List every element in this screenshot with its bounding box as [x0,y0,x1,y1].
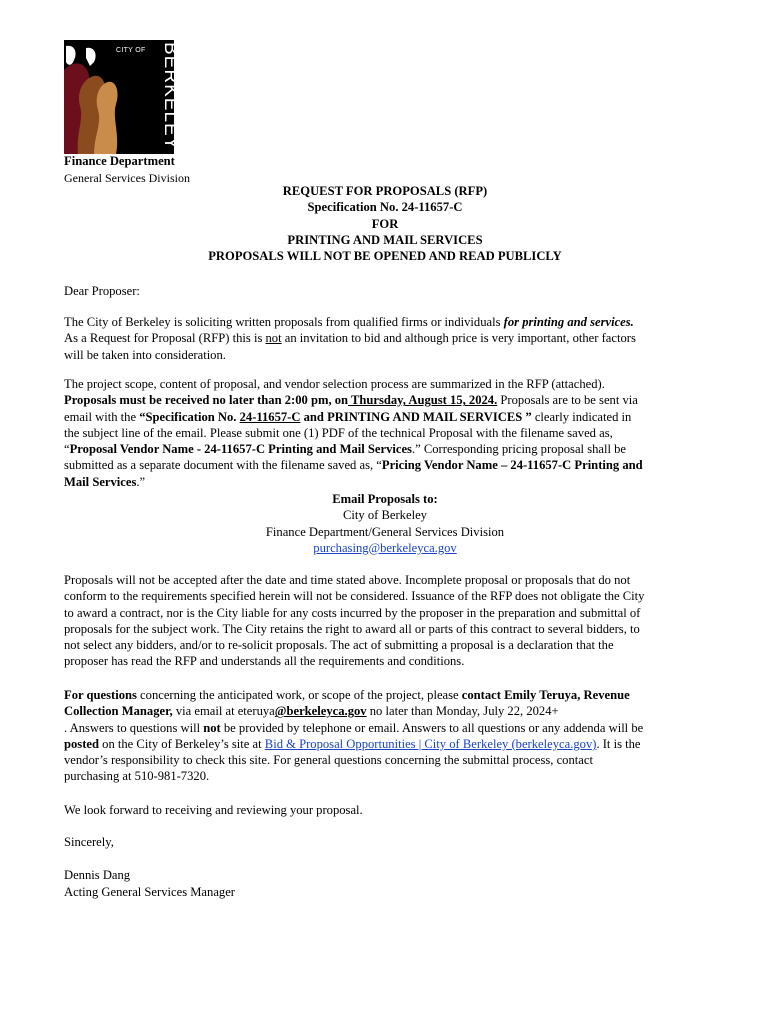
questions-text: . It is the [596,736,641,751]
intro-text: an invitation to bid and although price is very important, other factors [281,331,636,346]
conditions-paragraph [64,572,706,670]
email-recipient-city: City of Berkeley [343,508,427,523]
pricing-filename-end: Mail Services [64,474,137,489]
questions-text: purchasing at 510-981-7320. [64,769,210,784]
purchasing-email-link[interactable]: purchasing@berkeleyca.gov [313,540,457,555]
sincerely: Sincerely, [64,835,114,849]
scope-text: .” [136,474,146,489]
contact-title: Collection Manager, [64,704,173,719]
deadline-date: Thursday, August 15, 2024. [348,393,498,408]
city-of-berkeley-logo [64,40,181,154]
pricing-filename: Pricing Vendor Name – 24-11657-C Printing and [381,458,643,473]
intro-not: not [265,331,282,346]
scope-text: the subject line of the email. Please submit one (1) PDF of the technical Proposal with the filename saved as, [64,425,613,440]
questions-text: no later than Monday, July 22, 2024+ [366,704,559,719]
scope-text: “ [64,442,70,457]
questions-text: vendor’s responsibility to check this site. For general questions concerning the submittal process, contact [64,753,593,768]
title-line-5: PROPOSALS WILL NOT BE OPENED AND READ PUBLICLY [208,249,562,264]
email-recipient-division: Finance Department/General Services Division [265,524,505,539]
deadline-text: Proposals must be received no later than 2:00 pm, on [64,393,349,408]
questions-text: be provided by telephone or email. Answers to all questions or any addenda will be [220,720,644,735]
conditions-text: to award a contract, nor is the City liable for any costs incurred by the proposer in the preparation and submittal of [64,605,641,620]
intro-text: As a Request for Proposal (RFP) this is [64,331,266,346]
title-block [0,183,770,264]
bid-opportunities-link[interactable]: Bid & Proposal Opportunities | City of Berkeley (berkeleyca.gov) [264,736,597,751]
salutation: Dear Proposer: [64,284,140,298]
signer-title: Acting General Services Manager [64,885,235,899]
questions-text: . Answers to questions will [64,720,204,735]
scope-text: submitted as a separate document with the filename saved as, “ [64,458,382,473]
email-heading: Email Proposals to: [332,492,438,506]
signer-name: Dennis Dang [64,868,131,882]
title-line-2: Specification No. 24-11657-C [307,200,463,215]
posted-label: posted [64,736,99,751]
title-line-4: PRINTING AND MAIL SERVICES [287,232,483,247]
conditions-text: not select any bidders, and/or to re-solicit proposals. The act of submitting a proposal is a declaration that the [64,638,614,653]
intro-emphasis: for printing and services. [503,315,634,329]
logo-berkeley-label: BERKELEY [160,42,181,151]
logo-city-label: CITY OF [116,47,146,54]
contact-email[interactable]: @berkeleyca.gov [274,704,367,719]
scope-text: clearly indicated in [531,409,632,424]
questions-paragraph [64,687,706,785]
contact-name: contact Emily Teruya, Revenue [461,688,630,702]
scope-text: Proposals are to be sent via [497,393,638,408]
conditions-text: proposer has read the RFP and understands all the requirements and conditions. [64,654,465,669]
department-name: Finance Department [64,154,175,168]
title-line-1: REQUEST FOR PROPOSALS (RFP) [282,184,488,198]
title-line-3: FOR [371,216,399,231]
spec-number: 24-11657-C [239,409,301,424]
intro-text: will be taken into consideration. [64,347,226,362]
questions-text: concerning the anticipated work, or scope of the project, please [136,688,462,702]
questions-not: not [203,720,221,735]
questions-text: via email at eteruya [172,704,275,719]
scope-text: email with the [64,409,140,424]
intro-text: The City of Berkeley is soliciting written proposals from qualified firms or individuals [64,315,504,329]
intro-paragraph [64,314,706,363]
closing-line: We look forward to receiving and reviewing your proposal. [64,803,363,817]
scope-text: .” Corresponding pricing proposal shall be [411,442,627,457]
scope-paragraph [64,376,706,490]
questions-label: For questions [64,688,137,702]
email-proposals-block [0,491,770,556]
spec-label: “Specification No. [139,409,240,424]
division-name: General Services Division [64,171,190,185]
scope-text: The project scope, content of proposal, and vendor selection process are summarized in the RFP (attached). [64,377,605,391]
conditions-text: Proposals will not be accepted after the date and time stated above. Incomplete proposal or proposals that do not [64,573,631,587]
conditions-text: conform to the requirements specified herein will not be considered. Issuance of the RFP does not obligate the City [64,589,645,604]
spec-title: and PRINTING AND MAIL SERVICES ” [300,409,532,424]
questions-text: on the City of Berkeley’s site at [99,736,265,751]
proposal-filename: Proposal Vendor Name - 24-11657-C Printing and Mail Services [69,442,412,457]
conditions-text: proposals for the subject work. The City retains the right to award all or parts of this contract to several bidders, to [64,621,640,636]
